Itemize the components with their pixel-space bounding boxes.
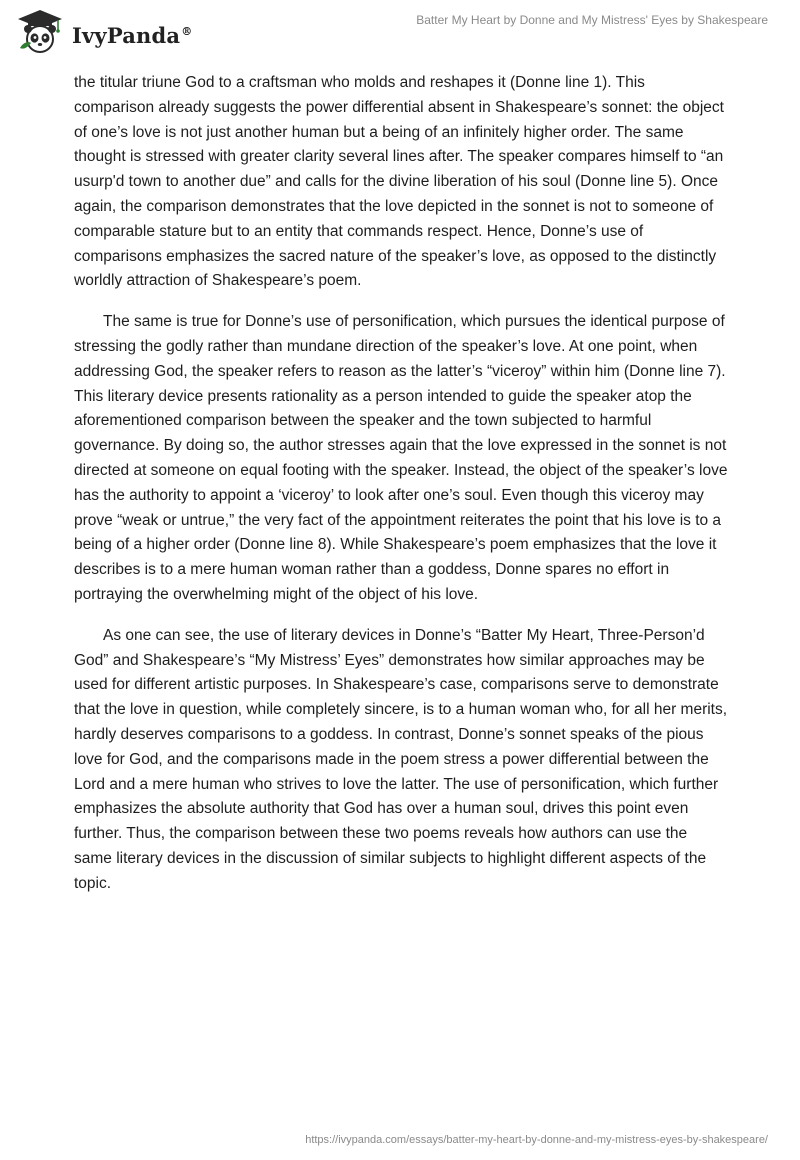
ivypanda-logo[interactable] bbox=[14, 8, 192, 56]
registered-mark: ® bbox=[181, 24, 193, 38]
page-header bbox=[0, 0, 800, 64]
paragraph-3: As one can see, the use of literary devices in Donne’s “Batter My Heart, Three-Person’d God” and Shakespeare’s “My Mistress’ Eyes” demonstrates how similar approaches may be used for different artistic purposes. In Shakespeare’s case, comparisons serve to demonstrate that the love in question, while completely sincere, is to a human woman who, for all her merits, hardly deserves comparisons to a goddess. In contrast, Donne’s sonnet speaks of the pious love for God, and the comparisons made in the poem stress a power differential between the Lord and a mere human who strives to love the latter. The use of personification, which further emphasizes the absolute authority that God has over a human soul, drives this point even further. Thus, the comparison between these two poems reveals how authors can use the same literary devices in the discussion of similar subjects to highlight different aspects of the topic. bbox=[74, 626, 728, 892]
essay-body bbox=[74, 71, 728, 913]
document-title: Batter My Heart by Donne and My Mistress' Eyes by Shakespeare bbox=[416, 13, 768, 27]
source-url[interactable]: https://ivypanda.com/essays/batter-my-heart-by-donne-and-my-mistress-eyes-by-shakespeare/ bbox=[305, 1134, 768, 1146]
paragraph-1: the titular triune God to a craftsman who molds and reshapes it (Donne line 1). This comparison already suggests the power differential absent in Shakespeare’s sonnet: the object of one’s love is not just another human but a being of an infinitely higher order. The same thought is stressed with greater clarity several lines after. The speaker compares himself to “an usurp'd town to another due” and calls for the divine liberation of his soul (Donne line 5). Once again, the comparison demonstrates that the love depicted in the sonnet is not to someone of comparable stature but to an entity that commands respect. Hence, Donne’s use of comparisons emphasizes the sacred nature of the speaker’s love, as opposed to the distinctly worldly attraction of Shakespeare’s poem. bbox=[74, 74, 724, 290]
paragraph-2: The same is true for Donne’s use of personification, which pursues the identical purpose of stressing the godly rather than mundane direction of the speaker’s love. At one point, when addressing God, the speaker refers to reason as the latter’s “viceroy” within him (Donne line 7). This literary device presents rationality as a person intended to guide the speaker atop the aforementioned comparison between the speaker and the town subjected to harmful governance. By doing so, the author stresses again that the love expressed in the sonnet is not directed at someone on equal footing with the speaker. Instead, the object of the speaker’s love has the authority to appoint a ‘viceroy’ to look after one’s soul. Even though this viceroy may prove “weak or untrue,” the very fact of the appointment reiterates the point that his love is to a being of a higher order (Donne line 8). While Shakespeare’s poem emphasizes that the love it describes is to a mere human woman rather than a goddess, Donne spares no effort in portraying the overwhelming might of the object of his love. bbox=[74, 313, 728, 603]
panda-graduate-icon bbox=[14, 8, 66, 56]
logo-text: IvyPanda® bbox=[72, 22, 193, 48]
